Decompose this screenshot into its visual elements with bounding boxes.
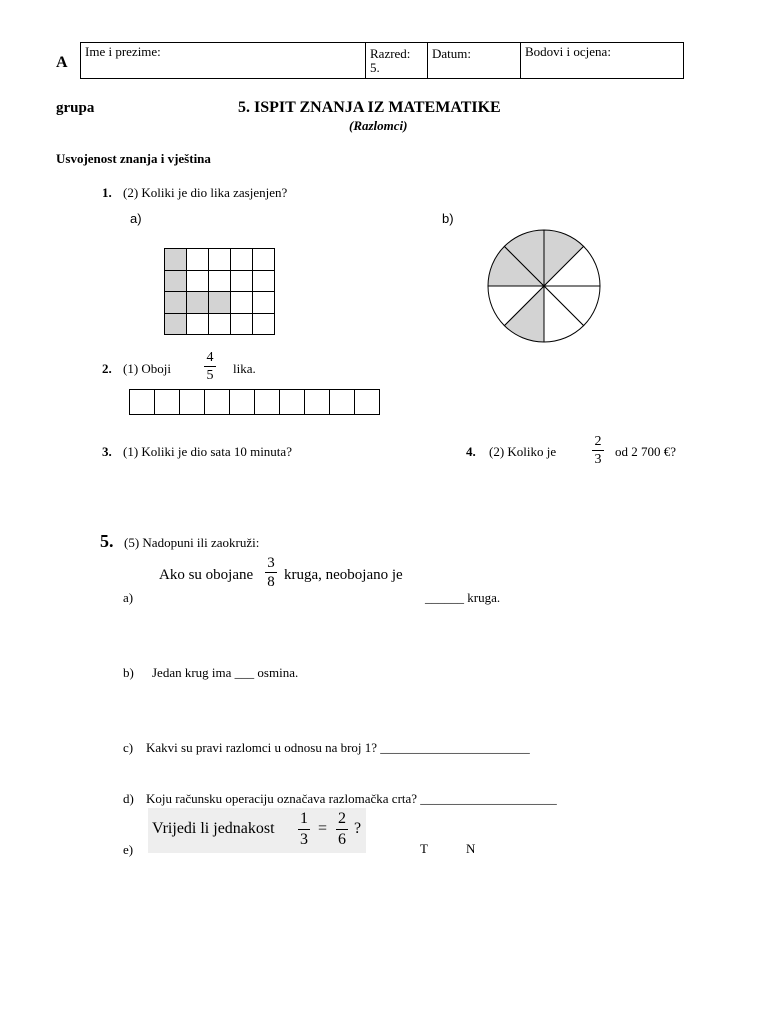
coloring-strip[interactable] <box>129 389 380 415</box>
q5-c-label: c) <box>123 740 134 755</box>
q5-a-frac-num: 3 <box>267 555 275 571</box>
class-label: Razred: <box>370 46 411 61</box>
name-cell[interactable] <box>81 43 366 78</box>
q4-number: 4. <box>466 444 476 459</box>
date-label: Datum: <box>432 46 471 61</box>
q2-number: 2. <box>102 361 112 376</box>
section-heading: Usvojenost znanja i vještina <box>56 151 211 166</box>
shaded-circle-figure <box>486 228 602 344</box>
date-cell[interactable] <box>428 43 521 78</box>
q5-e-text-before: Vrijedi li jednakost <box>152 820 275 837</box>
q1-b-label: b) <box>442 211 454 226</box>
page-title: 5. ISPIT ZNANJA IZ MATEMATIKE <box>238 99 501 116</box>
q5-a-text-before: Ako su obojane <box>159 567 254 583</box>
q3-number: 3. <box>102 444 112 459</box>
q5-e-label: e) <box>123 842 134 857</box>
q5-e-fraction-1 <box>298 810 310 849</box>
q1-a-label: a) <box>130 211 142 226</box>
q5-e-equals: = <box>318 820 328 837</box>
q2-frac-num: 4 <box>206 350 214 365</box>
shaded-grid-figure <box>164 248 275 335</box>
q5-e-frac2-den: 6 <box>338 831 346 848</box>
page-subtitle: (Razlomci) <box>349 118 408 133</box>
q5-a-text-after: kruga, neobojano je <box>284 567 403 583</box>
score-cell[interactable] <box>521 43 685 78</box>
q5-d-label: d) <box>123 791 134 806</box>
q2-fraction <box>204 350 216 383</box>
q5-e-frac1-num: 1 <box>300 810 308 827</box>
q2-text-before: (1) Oboji <box>123 361 172 376</box>
q4-text-before: (2) Koliko je <box>489 444 557 459</box>
q5-b-text[interactable]: Jedan krug ima ___ osmina. <box>152 665 299 680</box>
group-label: grupa <box>56 100 95 116</box>
q5-e-fraction-2 <box>336 810 348 849</box>
q5-e-frac1-den: 3 <box>300 831 308 848</box>
q4-frac-den: 3 <box>594 452 602 467</box>
q2-frac-den: 5 <box>206 368 214 383</box>
q5-e-false-option[interactable]: N <box>466 841 476 856</box>
name-label: Ime i prezime: <box>85 44 161 59</box>
q4-frac-num: 2 <box>594 434 602 449</box>
q5-c-text[interactable]: Kakvi su pravi razlomci u odnosu na broj 1? _______________________ <box>146 740 530 755</box>
q5-a-answer[interactable]: ______ kruga. <box>425 590 501 605</box>
q5-e-question-mark: ? <box>354 820 362 837</box>
q5-a-frac-den: 8 <box>267 574 275 590</box>
q4-text-after: od 2 700 €? <box>615 444 677 459</box>
q1-number: 1. <box>102 185 112 200</box>
q5-d-text[interactable]: Koju računsku operaciju označava razlomačka crta? _____________________ <box>146 791 557 806</box>
q1-text: (2) Koliki je dio lika zasjenjen? <box>123 185 288 200</box>
q2-text-after: lika. <box>233 361 256 376</box>
class-value: 5. <box>370 60 380 75</box>
q5-a-label: a) <box>123 590 134 605</box>
q5-a-fraction <box>265 555 277 590</box>
q5-e-true-option[interactable]: T <box>420 841 428 856</box>
q5-number: 5. <box>100 531 114 551</box>
q3-text: (1) Koliki je dio sata 10 minuta? <box>123 444 292 459</box>
score-label: Bodovi i ocjena: <box>525 44 611 59</box>
q5-e-box <box>148 808 366 853</box>
class-cell[interactable] <box>366 43 428 78</box>
q5-e-frac2-num: 2 <box>338 810 346 827</box>
q5-b-label: b) <box>123 665 134 680</box>
group-letter: A <box>56 54 68 71</box>
header-table <box>80 42 684 79</box>
q4-fraction <box>592 434 604 467</box>
q5-text: (5) Nadopuni ili zaokruži: <box>124 535 260 550</box>
